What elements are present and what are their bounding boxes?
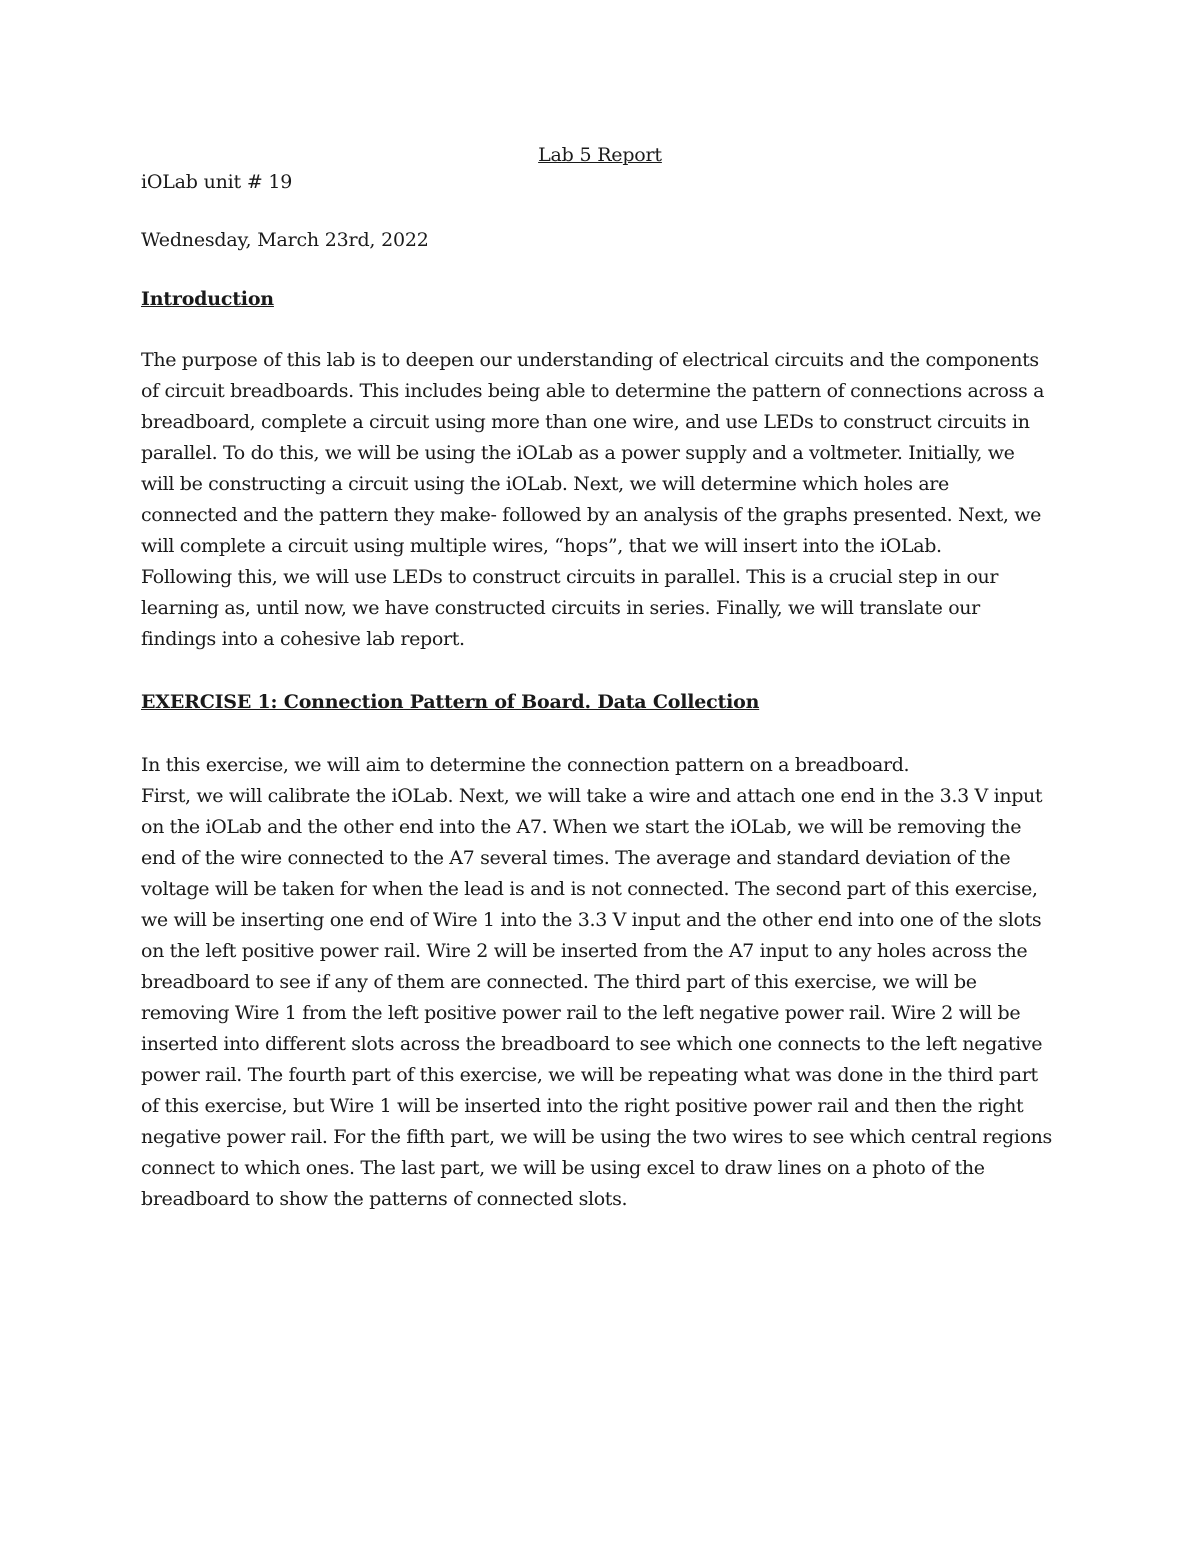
report-date: Wednesday, March 23rd, 2022 [141,229,429,251]
paragraph-line: In this exercise, we will aim to determine the connection pattern on a breadboard. [141,754,910,776]
paragraph-line: breadboard to see if any of them are connected. The third part of this exercise, we will be [141,971,977,993]
exercise1-heading: EXERCISE 1: Connection Pattern of Board. Data Collection [141,691,760,713]
paragraph-line: will complete a circuit using multiple wires, “hops”, that we will insert into the iOLab. [141,535,942,557]
paragraph-line: learning as, until now, we have constructed circuits in series. Finally, we will translate our [141,597,980,619]
paragraph-line: parallel. To do this, we will be using the iOLab as a power supply and a voltmeter. Initially, we [141,442,1015,464]
paragraph-line: findings into a cohesive lab report. [141,628,465,650]
report-title: Lab 5 Report [538,144,662,166]
paragraph-line: power rail. The fourth part of this exercise, we will be repeating what was done in the third part [141,1064,1038,1086]
paragraph-line: removing Wire 1 from the left positive power rail to the left negative power rail. Wire 2 will be [141,1002,1021,1024]
paragraph-line: Following this, we will use LEDs to construct circuits in parallel. This is a crucial step in our [141,566,999,588]
paragraph-line: will be constructing a circuit using the iOLab. Next, we will determine which holes are [141,473,949,495]
paragraph-line: voltage will be taken for when the lead is and is not connected. The second part of this exercise, [141,878,1038,900]
paragraph-line: connected and the pattern they make- followed by an analysis of the graphs presented. Next, we [141,504,1042,526]
paragraph-line: The purpose of this lab is to deepen our understanding of electrical circuits and the components [141,349,1039,371]
paragraph-line: connect to which ones. The last part, we will be using excel to draw lines on a photo of the [141,1157,985,1179]
paragraph-line: First, we will calibrate the iOLab. Next, we will take a wire and attach one end in the 3.3 V input [141,785,1043,807]
paragraph-line: of circuit breadboards. This includes being able to determine the pattern of connections across a [141,380,1045,402]
exercise1-paragraph [141,750,1071,1215]
paragraph-line: on the left positive power rail. Wire 2 will be inserted from the A7 input to any holes across the [141,940,1028,962]
paragraph-line: inserted into different slots across the breadboard to see which one connects to the left negative [141,1033,1043,1055]
unit-number: iOLab unit # 19 [141,171,293,193]
paragraph-line: negative power rail. For the fifth part, we will be using the two wires to see which central regions [141,1126,1052,1148]
introduction-heading: Introduction [141,288,274,310]
paragraph-line: breadboard, complete a circuit using more than one wire, and use LEDs to construct circuits in [141,411,1030,433]
paragraph-line: end of the wire connected to the A7 several times. The average and standard deviation of the [141,847,1011,869]
paragraph-line: breadboard to show the patterns of connected slots. [141,1188,628,1210]
introduction-paragraph [141,345,1071,655]
paragraph-line: of this exercise, but Wire 1 will be inserted into the right positive power rail and then the right [141,1095,1024,1117]
paragraph-line: we will be inserting one end of Wire 1 into the 3.3 V input and the other end into one of the slots [141,909,1042,931]
paragraph-line: on the iOLab and the other end into the A7. When we start the iOLab, we will be removing the [141,816,1022,838]
